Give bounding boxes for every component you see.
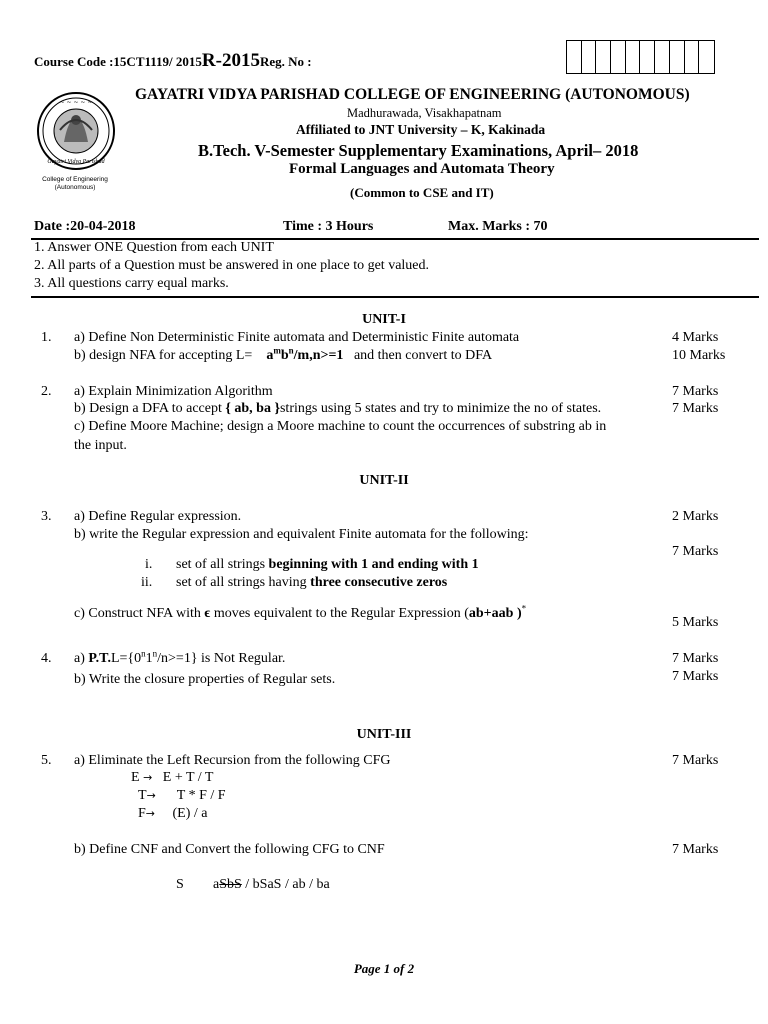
reg-no-label: Reg. No :: [259, 54, 312, 69]
q3b-i-number: i.: [145, 557, 153, 572]
arrow-icon: →: [146, 789, 156, 802]
q5b-marks: 7 Marks: [672, 842, 719, 857]
instruction-2: 2. All parts of a Question must be answered in one place to get valued.: [34, 258, 430, 273]
logo-caption: [34, 176, 116, 192]
arrow-icon: →: [145, 807, 156, 820]
max-marks: Max. Marks : 70: [448, 219, 548, 234]
college-affiliation: Affiliated to JNT University – K, Kakinada: [296, 122, 546, 137]
grammar-rule-2: T→ T * F / F: [138, 788, 226, 803]
q3b-ii-text: set of all strings having three consecutive zeros: [176, 575, 448, 590]
common-note: (Common to CSE and IT): [350, 185, 494, 200]
grammar-rule-3: F→ (E) / a: [138, 806, 208, 821]
q1b-marks: 10 Marks: [672, 348, 726, 363]
arrow-icon: →: [143, 771, 153, 784]
q2b-text: b) Design a DFA to accept { ab, ba }strings using 5 states and try to minimize the no of states.: [74, 401, 602, 416]
q3a-marks: 2 Marks: [672, 509, 719, 524]
q5a-marks: 7 Marks: [672, 753, 719, 768]
unit-2-heading: UNIT-II: [359, 473, 409, 488]
q2a-marks: 7 Marks: [672, 384, 719, 399]
cnf-lhs: S: [176, 877, 184, 892]
q4b-marks: 7 Marks: [672, 669, 719, 684]
q5a-text: a) Eliminate the Left Recursion from the following CFG: [74, 753, 391, 768]
q5b-text: b) Define CNF and Convert the following CFG to CNF: [74, 842, 385, 857]
college-name: GAYATRI VIDYA PARISHAD COLLEGE OF ENGINEERING (AUTONOMOUS): [135, 86, 690, 103]
q2a-text: a) Explain Minimization Algorithm: [74, 384, 273, 399]
svg-text:~ ~ ~ ~ ~: ~ ~ ~ ~ ~: [59, 99, 93, 106]
q2b-marks: 7 Marks: [672, 401, 719, 416]
q4a-text: a) $P.T.L=\{0^n1^n/n>=1\}$ is Not Regular.: [74, 648, 286, 666]
q1a-marks: 4 Marks: [672, 330, 719, 345]
grammar-rule-1: E → E + T / T: [131, 770, 214, 785]
q1b-text: b) design NFA for accepting L= $a^mb^n/m,n>=1$ and then convert to DFA: [74, 345, 493, 363]
q4-number: 4.: [41, 651, 52, 666]
logo-caption-top: College of Engineering: [42, 176, 108, 183]
college-location: Madhurawada, Visakhapatnam: [347, 106, 502, 120]
unit-1-heading: UNIT-I: [362, 312, 406, 327]
q2-number: 2.: [41, 384, 52, 399]
q3a-text: a) Define Regular expression.: [74, 509, 242, 524]
regulation: R-2015: [201, 50, 260, 71]
cnf-rhs: aSbS / bSaS / ab / ba: [213, 877, 330, 892]
q1-number: 1.: [41, 330, 52, 345]
q3-number: 3.: [41, 509, 52, 524]
q3b-i-text: set of all strings beginning with 1 and ending with 1: [176, 557, 479, 572]
logo-caption-bottom: (Autonomous): [54, 184, 96, 191]
reg-no-boxes[interactable]: [566, 40, 715, 74]
q3b-marks: 7 Marks: [672, 544, 719, 559]
q3b-ii-number: ii.: [141, 575, 153, 590]
q3c-marks: 5 Marks: [672, 615, 719, 630]
exam-title: B.Tech. V-Semester Supplementary Examinations, April– 2018: [198, 141, 639, 160]
instruction-3: 3. All questions carry equal marks.: [34, 276, 229, 291]
q2c-text-line2: the input.: [74, 438, 127, 453]
exam-date: Date :20-04-2018: [34, 219, 136, 234]
q3b-text: b) write the Regular expression and equivalent Finite automata for the following:: [74, 527, 529, 542]
q1a-text: a) Define Non Deterministic Finite automata and Deterministic Finite automata: [74, 330, 520, 345]
divider-bottom: [31, 296, 759, 298]
page-number: Page 1 of 2: [353, 961, 415, 976]
svg-text:Gayatri Vidya Parishad: Gayatri Vidya Parishad: [47, 159, 105, 165]
exam-time: Time : 3 Hours: [283, 219, 374, 234]
q2c-text-line1: c) Define Moore Machine; design a Moore machine to count the occurrences of substring ab in: [74, 419, 607, 434]
college-seal-logo: [36, 90, 116, 172]
course-code-line: [34, 50, 312, 72]
q4b-text: b) Write the closure properties of Regular sets.: [74, 672, 336, 687]
q4a-marks: 7 Marks: [672, 651, 719, 666]
q3c-text: c) Construct NFA with ϵ moves equivalent to the Regular Expression (ab+aab )*: [74, 603, 527, 621]
course-code: Course Code :15CT1119/ 2015: [34, 54, 202, 69]
subject-title: Formal Languages and Automata Theory: [289, 161, 555, 177]
instruction-1: 1. Answer ONE Question from each UNIT: [34, 240, 274, 255]
unit-3-heading: UNIT-III: [356, 727, 412, 742]
q5-number: 5.: [41, 753, 52, 768]
